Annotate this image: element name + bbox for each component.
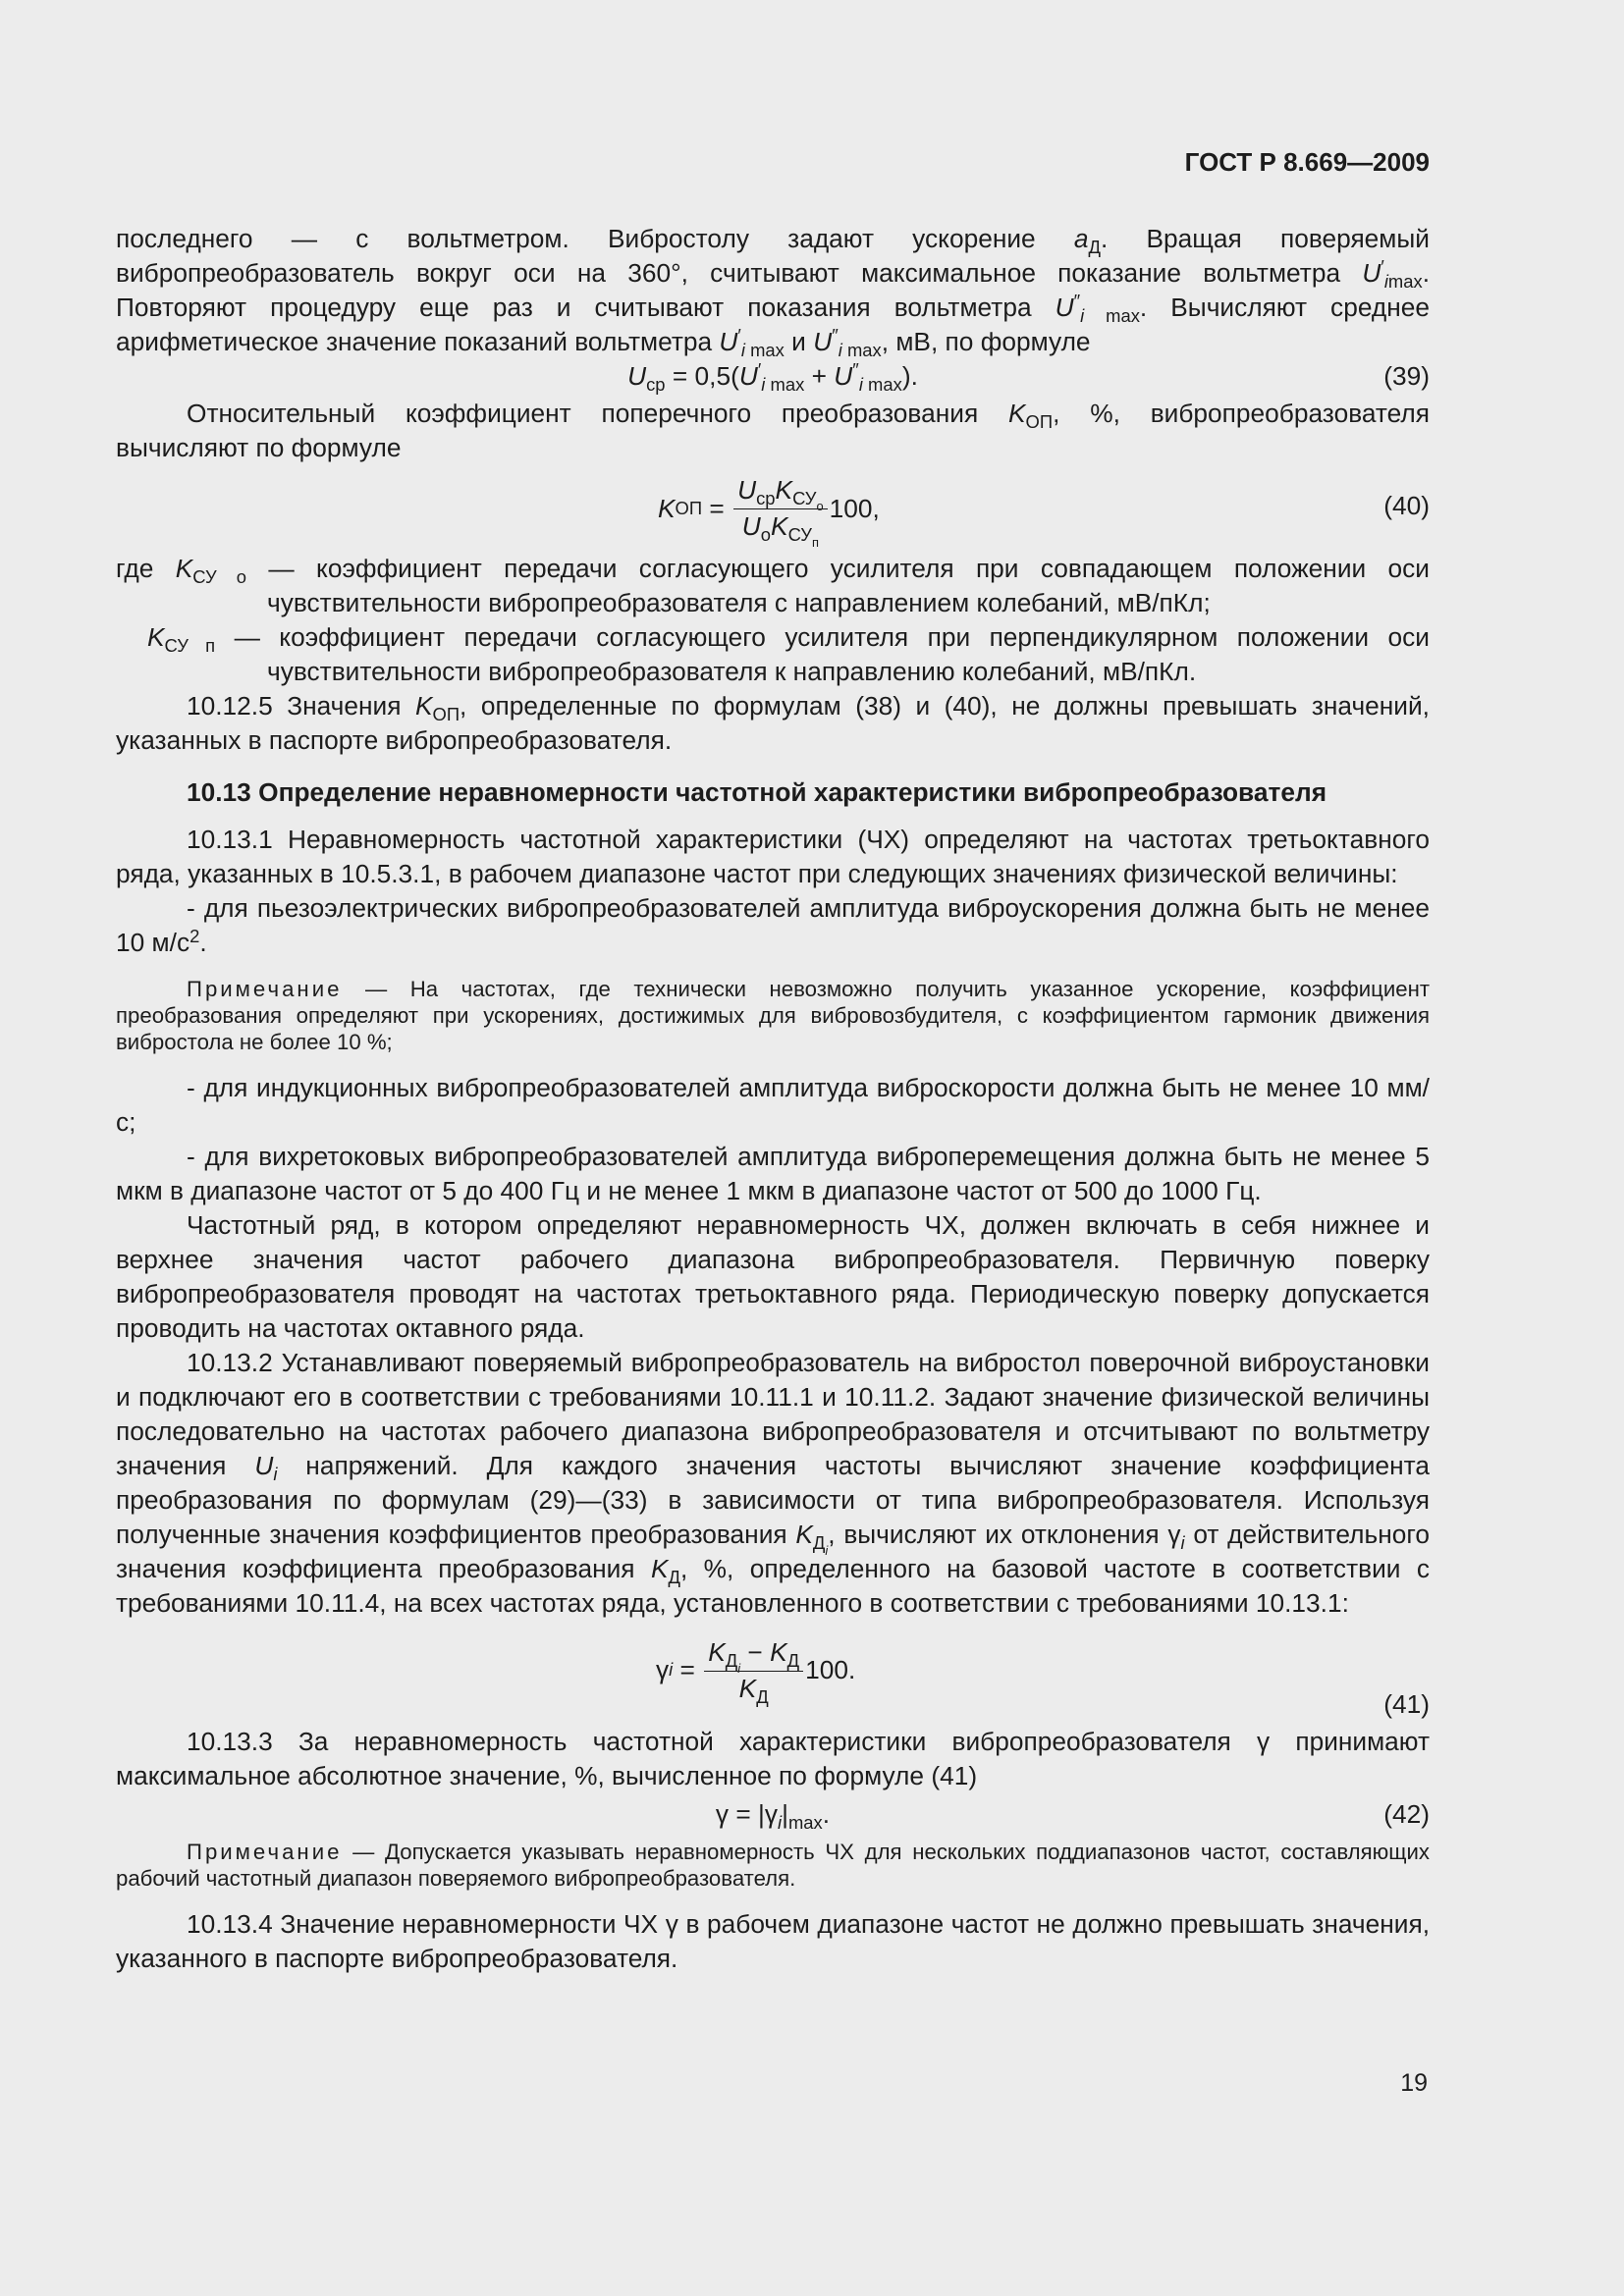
note-1: Примечание — На частотах, где технически невозможно получить указанное ускорение, коэффициент преобразования определяют при ускорениях, достижимых для вибровозбудителя, с коэффициентом гармоник движения вибростола не более 10 %; [116, 977, 1430, 1054]
formula-41: γ i = $\frac{K_{Д_i} - K_Д}{K_Д}$ 100. (41) [116, 1627, 1430, 1725]
formula-number-39: (39) [1383, 361, 1430, 391]
section-heading-10-13: 10.13 Определение неравномерности частотной характеристики вибропреобразователя [187, 777, 1327, 807]
paragraph-piezo: - для пьезоэлектрических вибропреобразователей амплитуда виброускорения должна быть не менее 10 $м/с^2$. [116, 893, 1430, 957]
paragraph-kop: Относительный коэффициент поперечного преобразования $K_{ОП}$, %, вибропреобразователя вычисляют по формуле [116, 399, 1431, 462]
where-k-su-o: где $K_{СУ о}$ — коэффициент передачи согласующего усилителя при совпадающем положении оси чувствительности вибропреобразователя с направлением колебаний, мВ/пКл; [116, 554, 1430, 617]
paragraph-10-13-1: 10.13.1 Неравномерность частотной характеристики (ЧХ) определяют на частотах третьоктавного ряда, указанных в 10.5.3.1, в рабочем диапазоне частот при следующих значениях физической величины: [116, 825, 1430, 888]
formula-42: $\gamma = |\gamma_i|_{max}$. (42) [715, 1799, 1430, 1833]
paragraph-10-13-3: 10.13.3 За неравномерность частотной характеристики вибропреобразователя γ принимают максимальное абсолютное значение, %, вычисленное по формуле (41) [116, 1727, 1431, 1790]
paragraph-induction: - для индукционных вибропреобразователей амплитуда виброскорости должна быть не менее 10 мм/с; [116, 1073, 1430, 1137]
document-number-header: ГОСТ Р 8.669—2009 [1184, 147, 1430, 177]
paragraph-10-13-2: 10.13.2 Устанавливают поверяемый вибропреобразователь на вибростол поверочной виброустановки и подключают его в соответствии с требованиями 10.11.1 и 10.11.2. Задают значение физической величины последовательно на частотах рабочего диапазона вибропреобразователя и отсчитывают по вольтметру значения $U_i$ напряжений. Для каждого значения частоты вычисляют значение коэффициента преобразования по формулам (29)—(33) в зависимости от типа вибропреобразователя. Используя полученные значения коэффициентов преобразования $K_{Д_i}$, вычисляют их отклонения $\gamma_i$ от действительного значения коэффициента преобразования $K_Д$, %, определенного на базовой частоте в соответствии с требованиями 10.11.4, на всех частотах ряда, установленного в соответствии с требованиями 10.13.1: [116, 1348, 1431, 1618]
paragraph-10-13-4: 10.13.4 Значение неравномерности ЧХ γ в рабочем диапазоне частот не должно превышать значения, указанного в паспорте вибропреобразователя. [116, 1909, 1430, 1973]
formula-number-41: (41) [1383, 1689, 1430, 1719]
paragraph-voltmeter: последнего — с вольтметром. Вибростолу задают ускорение $a_Д$. Вращая поверяемый вибропреобразователь вокруг оси на 360°, считывают максимальное показание вольтметра $U'_{imax}$. Повторяют процедуру еще раз и считывают показания вольтметра $U''_{i max}$. Вычисляют среднее арифметическое значение показаний вольтметра $U'_{i max}$ и $U''_{i max}$, мВ, по формуле [116, 224, 1430, 360]
formula-39: $U_{ср} = 0,5(U'_{i max} + U''_{i max})$. (39) [627, 359, 1430, 395]
formula-number-40: (40) [1383, 491, 1430, 520]
paragraph-frequency-series: Частотный ряд, в котором определяют неравномерность ЧХ, должен включать в себя нижнее и верхнее значения частот рабочего диапазона вибропреобразователя. Первичную поверку вибропреобразователя проводят на частотах третьоктавного ряда. Периодическую поверку допускается проводить на частотах октавного ряда. [116, 1210, 1430, 1343]
where-k-su-p: $K_{СУ п}$ — коэффициент передачи согласующего усилителя при перпендикулярном положении оси чувствительности вибропреобразователя к направлению колебаний, мВ/пКл. [147, 622, 1430, 686]
fraction-40: $\frac{U_{ср}K_{СУ_о}}{U_оK_{СУ_п}}$ [733, 475, 828, 543]
where-block [116, 552, 1430, 689]
page-number: 19 [1400, 2069, 1428, 2097]
formula-40: K ОП = $\frac{U_{ср}K_{СУ_о}}{U_оK_{СУ_п}}$ 100, (40) [658, 474, 1430, 550]
formula-number-42: (42) [1383, 1799, 1430, 1829]
body-text [116, 222, 1430, 1976]
note-2: Примечание — Допускается указывать неравномерность ЧХ для нескольких поддиапазонов частот, составляющих рабочий частотный диапазон поверяемого вибропреобразователя. [116, 1840, 1430, 1891]
paragraph-eddy-current: - для вихретоковых вибропреобразователей амплитуда виброперемещения должна быть не менее 5 мкм в диапазоне частот от 5 до 400 Гц и не менее 1 мкм в диапазоне частот от 500 до 1000 Гц. [116, 1142, 1430, 1205]
fraction-41: $\frac{K_{Д_i} - K_Д}{K_Д}$ [704, 1637, 803, 1703]
paragraph-10-12-5: 10.12.5 Значения $K_{ОП}$, определенные по формулам (38) и (40), не должны превышать значений, указанных в паспорте вибропреобразователя. [116, 691, 1430, 755]
